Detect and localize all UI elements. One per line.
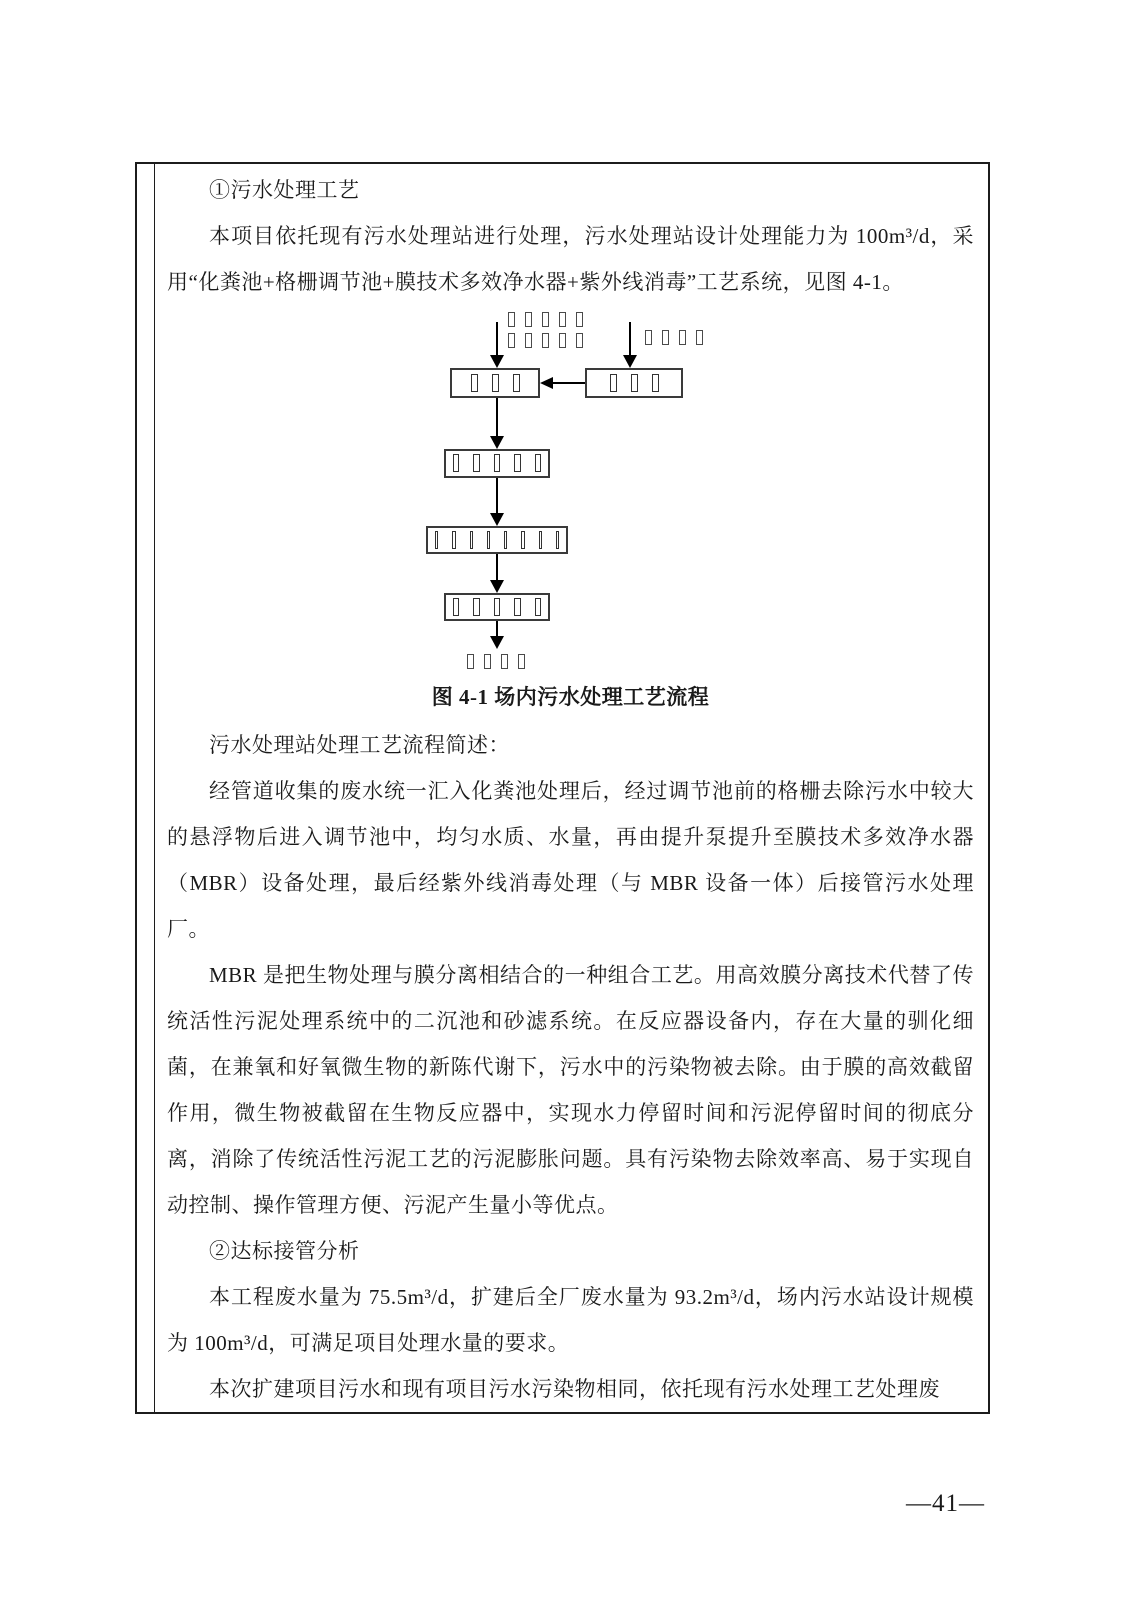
glyph-placeholder — [539, 531, 542, 549]
inlet-left-arrow-line — [496, 322, 498, 356]
glyph-placeholder — [525, 333, 532, 348]
page-number: —41— — [906, 1490, 985, 1517]
glyph-placeholder — [452, 531, 455, 549]
glyph-placeholder — [467, 654, 474, 669]
glyph-placeholder — [513, 374, 520, 392]
glyph-placeholder — [514, 598, 520, 616]
glyph-placeholder — [470, 531, 473, 549]
paragraph-brief-lead: 污水处理站处理工艺流程简述： — [209, 732, 510, 757]
glyph-placeholder — [535, 598, 541, 616]
flow-box-1-side — [585, 368, 683, 398]
glyph-placeholder — [508, 333, 515, 348]
glyph-placeholder — [487, 531, 490, 549]
glyph-placeholder — [494, 454, 500, 472]
glyph-placeholder — [535, 454, 541, 472]
glyph-placeholder — [473, 454, 479, 472]
glyph-placeholder — [559, 333, 566, 348]
glyph-placeholder — [576, 312, 583, 327]
glyph-placeholder — [471, 374, 478, 392]
arrow-line-4 — [496, 621, 498, 637]
glyph-placeholder — [492, 374, 499, 392]
paragraph-process-description: 经管道收集的废水统一汇入化粪池处理后，经过调节池前的格栅去除污水中较大的悬浮物后进入调节池中，均匀水质、水量，再由提升泵提升至膜技术多效净水器（MBR）设备处理，最后经紫外线消毒处理（与 MBR 设备一体）后接管污水处理厂。 — [167, 778, 974, 941]
flow-box-2 — [444, 449, 550, 478]
flow-diagram — [167, 306, 974, 671]
arrowhead-3-icon — [490, 580, 504, 593]
glyph-placeholder — [435, 531, 438, 549]
glyph-placeholder — [662, 330, 669, 345]
glyph-placeholder — [494, 598, 500, 616]
glyph-placeholder — [473, 598, 479, 616]
side-arrow-line — [553, 382, 585, 384]
glyph-placeholder — [504, 531, 507, 549]
inlet-right-arrowhead-icon — [623, 355, 637, 368]
side-arrowhead-icon — [540, 377, 553, 389]
glyph-placeholder — [508, 312, 515, 327]
section-heading-2: ②达标接管分析 — [209, 1238, 360, 1263]
glyph-placeholder — [645, 330, 652, 345]
glyph-placeholder — [542, 333, 549, 348]
inlet-left-label-row2 — [503, 330, 588, 349]
glyph-placeholder — [518, 654, 525, 669]
figure-caption: 图 4-1 场内污水处理工艺流程 — [431, 684, 710, 709]
glyph-placeholder — [576, 333, 583, 348]
arrow-line-1 — [496, 398, 498, 437]
paragraph-capacity-analysis: 本工程废水量为 75.5m³/d，扩建后全厂废水量为 93.2m³/d，场内污水站设计规模为 100m³/d，可满足项目处理水量的要求。 — [167, 1284, 974, 1355]
glyph-placeholder — [525, 312, 532, 327]
glyph-placeholder — [542, 312, 549, 327]
glyph-placeholder — [484, 654, 491, 669]
section-heading-1: ①污水处理工艺 — [209, 178, 360, 202]
table-content-cell — [155, 164, 988, 1412]
glyph-placeholder — [696, 330, 703, 345]
flow-box-4 — [444, 593, 550, 621]
inlet-left-arrowhead-icon — [490, 355, 504, 368]
arrow-line-3 — [496, 554, 498, 581]
inlet-right-label — [640, 327, 708, 346]
glyph-placeholder — [652, 374, 659, 392]
outlet-label — [462, 651, 530, 670]
table-left-spacer-column — [137, 164, 155, 1412]
arrowhead-4-icon — [490, 636, 504, 649]
arrowhead-2-icon — [490, 513, 504, 526]
glyph-placeholder — [610, 374, 617, 392]
paragraph-intro: 本项目依托现有污水处理站进行处理，污水处理站设计处理能力为 100m³/d，采用“化粪池+格栅调节池+膜技术多效净水器+紫外线消毒”工艺系统，见图 4-1。 — [167, 223, 974, 294]
content-table — [135, 162, 990, 1414]
inlet-left-label-row1 — [503, 309, 588, 328]
glyph-placeholder — [521, 531, 524, 549]
paragraph-mbr-description: MBR 是把生物处理与膜分离相结合的一种组合工艺。用高效膜分离技术代替了传统活性污泥处理系统中的二沉池和砂滤系统。在反应器设备内，存在大量的驯化细菌，在兼氧和好氧微生物的新陈代谢下，污水中的污染物被去除。由于膜的高效截留作用，微生物被截留在生物反应器中，实现水力停留时间和污泥停留时间的彻底分离，消除了传统活性污泥工艺的污泥膨胀问题。具有污染物去除效率高、易于实现自动控制、操作管理方便、污泥产生量小等优点。 — [167, 962, 974, 1217]
glyph-placeholder — [514, 454, 520, 472]
glyph-placeholder — [453, 598, 459, 616]
flow-box-3 — [426, 526, 568, 554]
glyph-placeholder — [501, 654, 508, 669]
glyph-placeholder — [679, 330, 686, 345]
flow-box-1 — [450, 368, 540, 398]
inlet-right-arrow-line — [629, 322, 631, 356]
arrowhead-1-icon — [490, 436, 504, 449]
glyph-placeholder — [559, 312, 566, 327]
glyph-placeholder — [556, 531, 559, 549]
glyph-placeholder — [631, 374, 638, 392]
glyph-placeholder — [453, 454, 459, 472]
paragraph-last-truncated: 本次扩建项目污水和现有项目污水污染物相同，依托现有污水处理工艺处理废 — [209, 1376, 940, 1401]
arrow-line-2 — [496, 478, 498, 514]
